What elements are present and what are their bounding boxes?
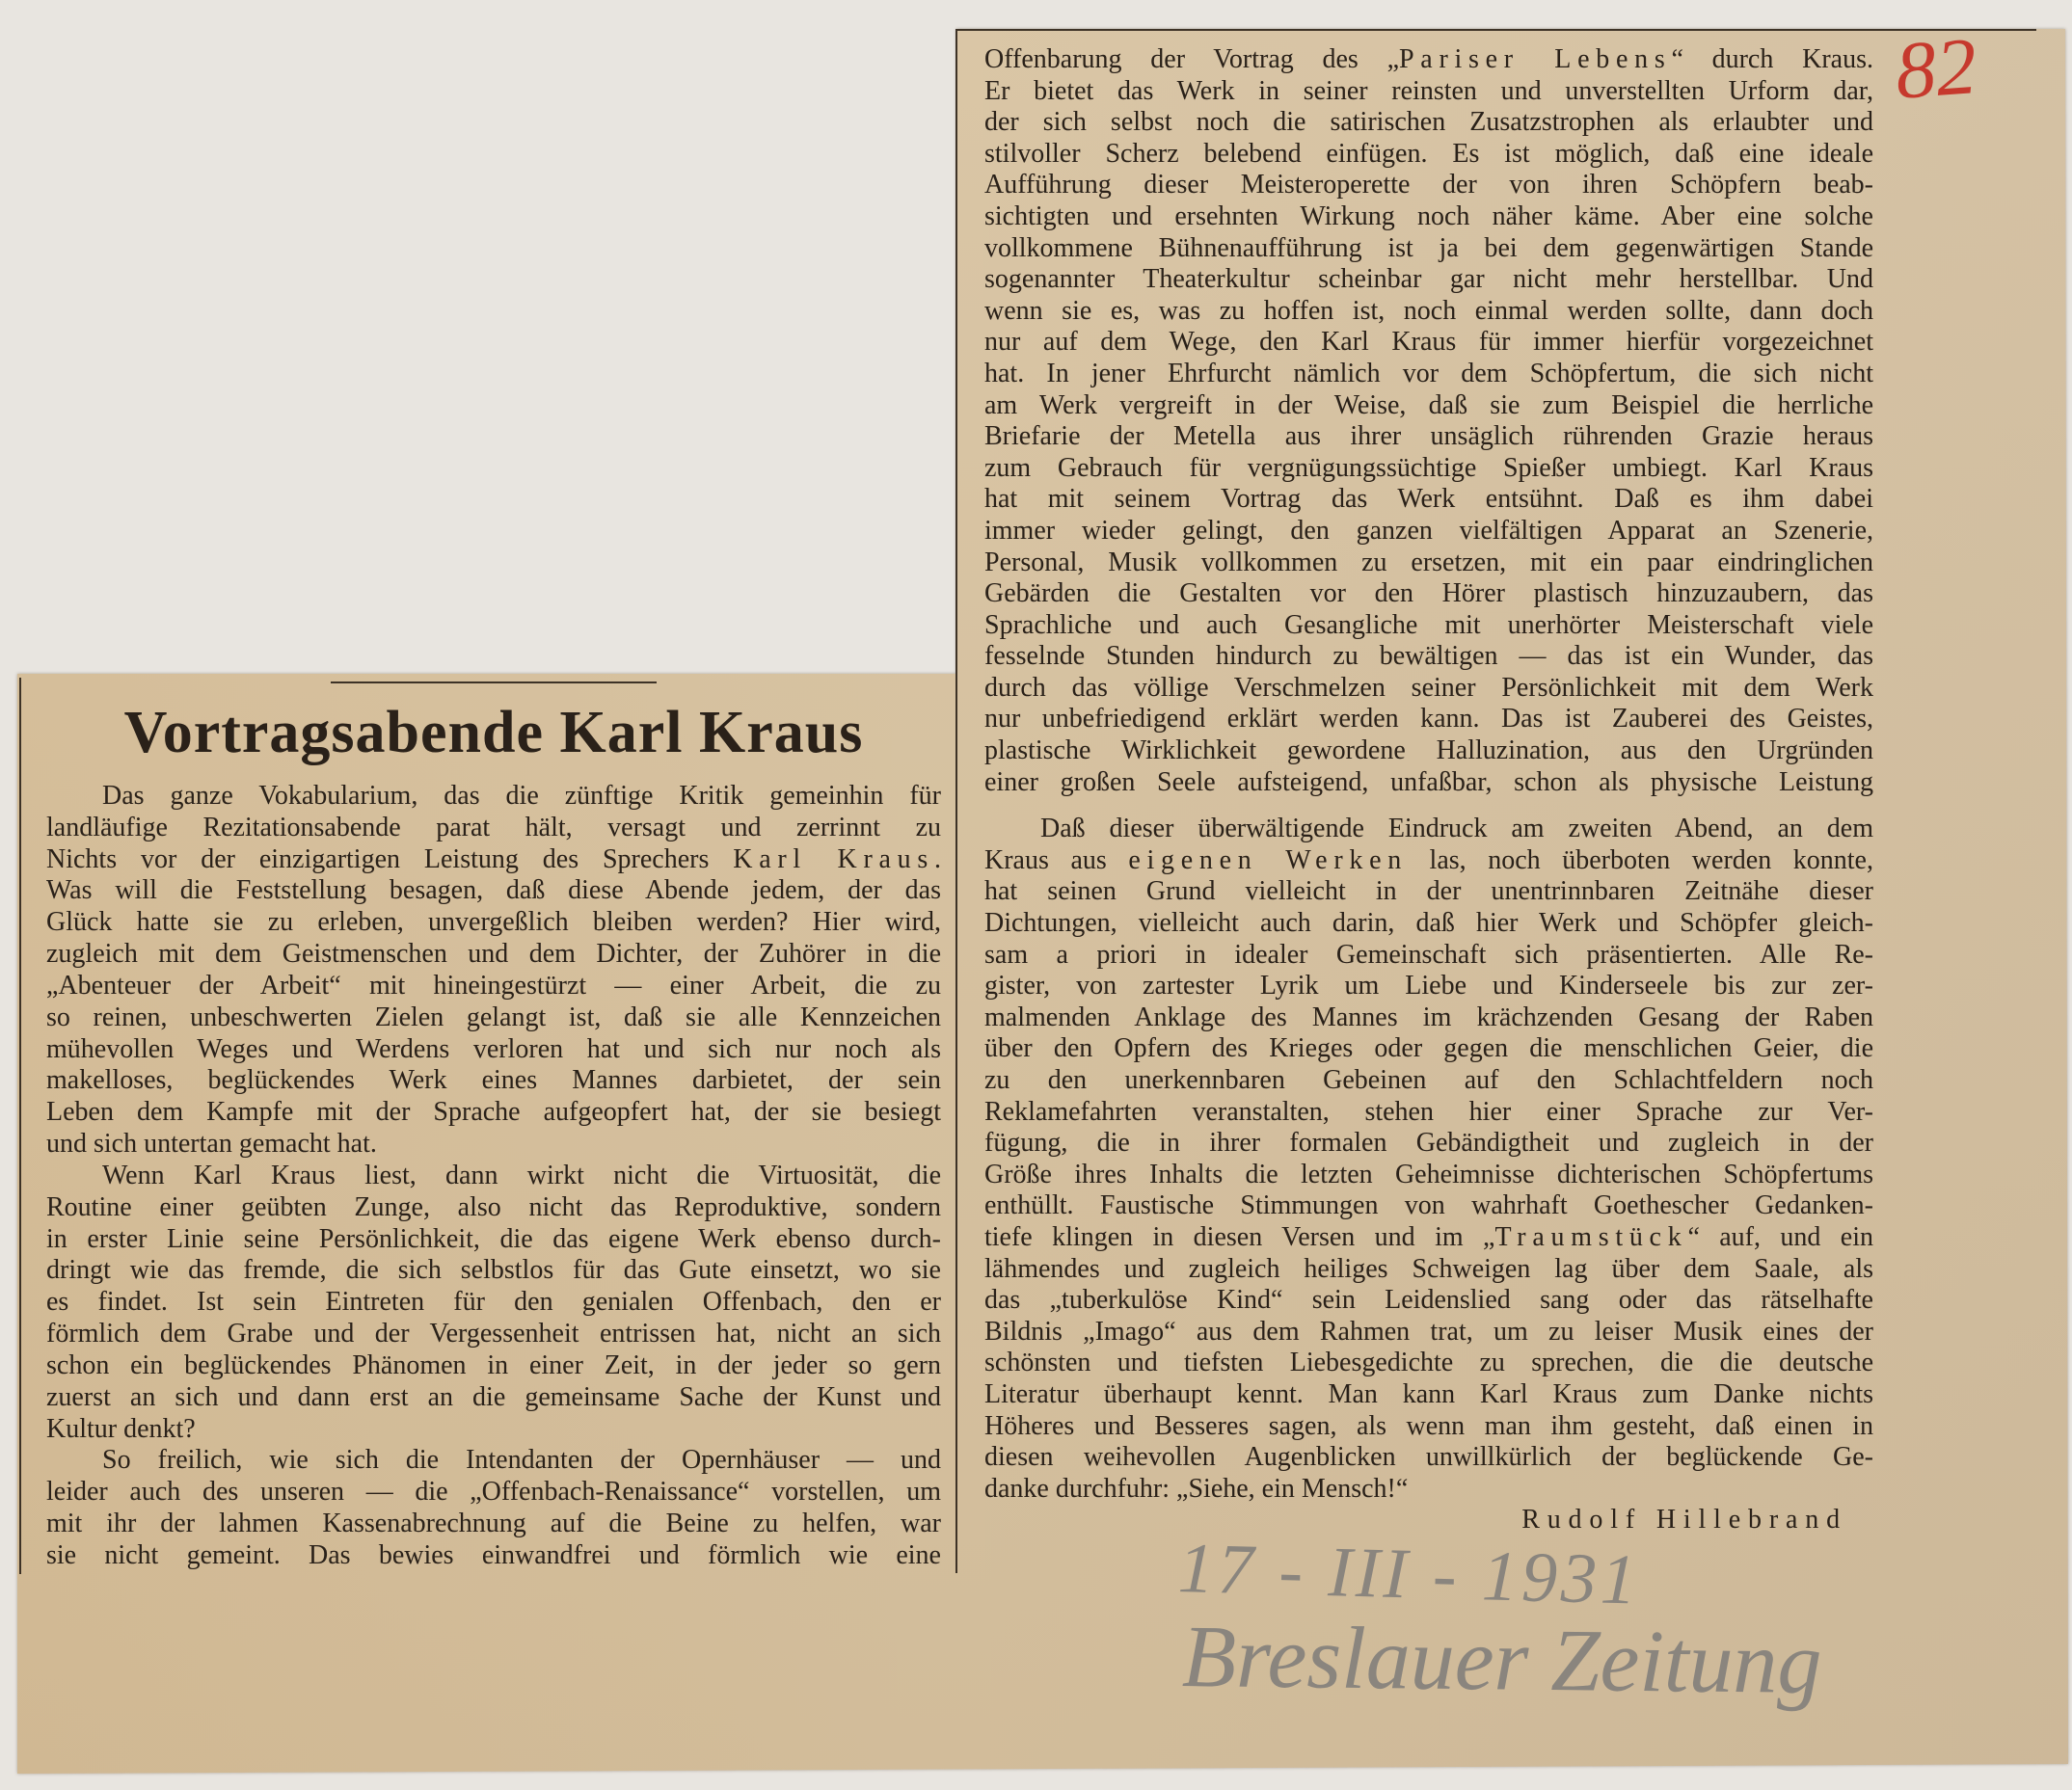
right-column-line: Er bietet das Werk in seiner reinsten und unverstellten Urform dar,: [984, 75, 1873, 106]
right-column-line: plastische Wirklichkeit gewordene Halluzination, aus den Urgründen: [984, 735, 1873, 766]
left-column-line: So freilich, wie sich die Intendanten der Opernhäuser — und: [102, 1445, 941, 1476]
right-column: [984, 44, 1873, 1536]
spaced-text: Traumstück: [1494, 1221, 1688, 1252]
left-column: [46, 781, 941, 1572]
top-border-rule: [956, 29, 2036, 31]
left-column-line: zugleich mit dem Geistmenschen und dem Dichter, der Zuhörer in die: [46, 939, 941, 970]
left-column-line: so reinen, unbeschwerten Zielen gelangt ist, daß sie alle Kennzeichen: [46, 1002, 941, 1032]
right-column-line: Größe ihres Inhalts die letzten Geheimnisse dichterischen Schöpfertums: [984, 1159, 1873, 1189]
left-column-line: förmlich dem Grabe und der Vergessenheit entrissen hat, nicht an sich: [46, 1319, 941, 1349]
right-column-line: malmenden Anklage des Mannes im krächzenden Gesang der Raben: [984, 1002, 1873, 1032]
left-column-line: in erster Linie seine Persönlichkeit, die das eigene Werk ebenso durch-: [46, 1223, 941, 1254]
right-column-line: einer großen Seele aufsteigend, unfaßbar, schon als physische Leistung: [984, 766, 1873, 797]
line-segment: “ auf, und ein: [1687, 1221, 1874, 1252]
right-column-line: schönsten und tiefsten Liebesgedichte zu sprechen, die die deutsche: [984, 1348, 1873, 1378]
line-segment: Kraus aus: [984, 844, 1129, 875]
right-column-line: Daß dieser überwältigende Eindruck am zweiten Abend, an dem: [1040, 814, 1873, 844]
right-column-line: Höheres und Besseres sagen, als wenn man ihm gesteht, daß einen in: [984, 1410, 1873, 1441]
left-column-line: Wenn Karl Kraus liest, dann wirkt nicht die Virtuosität, die: [102, 1160, 941, 1190]
right-column-line: durch das völlige Verschmelzen seiner Persönlichkeit mit dem Werk: [984, 672, 1873, 703]
author-signature: Rudolf Hillebrand: [1521, 1505, 1847, 1536]
right-column-line: [984, 1222, 1873, 1254]
spaced-text: Pariser Lebens: [1399, 44, 1672, 74]
right-column-line: nur unbefriedigend erklärt werden kann. Das ist Zauberei des Geistes,: [984, 704, 1873, 735]
left-column-line: Was will die Feststellung besagen, daß diese Abende jedem, der das: [46, 875, 941, 906]
right-column-line: Briefarie der Metella aus ihrer unsäglich rührenden Grazie heraus: [984, 421, 1873, 452]
spaced-text: eigenen Werken: [1128, 844, 1408, 875]
right-column-line: sogenannter Theaterkultur scheinbar gar nicht mehr herstellbar. Und: [984, 264, 1873, 295]
right-column-line: lähmendes und zugleich heiliges Schweigen lag über dem Saale, als: [984, 1253, 1873, 1284]
handwritten-source-name: Breslauer Zeitung: [1181, 1607, 1823, 1712]
right-column-line: über den Opfern des Krieges oder gegen die menschlichen Geier, die: [984, 1033, 1873, 1064]
right-column-line: Literatur überhaupt kennt. Man kann Karl Kraus zum Danke nichts: [984, 1378, 1873, 1409]
right-column-line: sichtigten und ersehnten Wirkung noch näher käme. Aber eine solche: [984, 200, 1873, 231]
right-column-line: hat mit seinem Vortrag das Werk entsühnt. Daß es ihm dabei: [984, 484, 1873, 515]
spaced-text: Karl Kraus: [733, 843, 934, 874]
left-column-line: landläufige Rezitationsabende parat hält, versagt und zerrinnt zu: [46, 812, 941, 842]
line-segment: .: [934, 843, 941, 874]
right-column-line: fügung, die in ihrer formalen Gebändigtheit und zugleich in der: [984, 1128, 1873, 1159]
right-column-line: immer wieder gelingt, den ganzen vielfältigen Apparat an Szenerie,: [984, 515, 1873, 546]
right-column-line: hat. In jener Ehrfurcht nämlich vor dem Schöpfertum, die sich nicht: [984, 358, 1873, 388]
right-column-line: Aufführung dieser Meisteroperette der von ihren Schöpfern beab-: [984, 170, 1873, 200]
left-column-line: Glück hatte sie zu erleben, unvergeßlich bleiben werden? Hier wird,: [46, 907, 941, 938]
left-column-line: makelloses, beglückendes Werk eines Mannes darbietet, der sein: [46, 1065, 941, 1096]
right-column-line: Bildnis „Imago“ aus dem Rahmen trat, um zu leiser Musik eines der: [984, 1316, 1873, 1347]
right-column-line: Dichtungen, vielleicht auch darin, daß hier Werk und Schöpfer gleich-: [984, 908, 1873, 939]
left-column-line: schon ein beglückendes Phänomen in einer Zeit, in der jeder so gern: [46, 1349, 941, 1380]
right-column-line: fesselnde Stunden hindurch zu bewältigen — das ist ein Wunder, das: [984, 641, 1873, 672]
right-column-line: [984, 845, 1873, 877]
left-column-line: mit ihr der lahmen Kassenabrechnung auf die Beine zu helfen, war: [46, 1509, 941, 1539]
left-column-line: [46, 844, 941, 876]
left-column-line: sie nicht gemeint. Das bewies einwandfrei und förmlich wie eine: [46, 1539, 941, 1570]
left-border-rule: [19, 678, 21, 1574]
right-column-line: das „tuberkulöse Kind“ sein Leidenslied sang oder das rätselhafte: [984, 1285, 1873, 1316]
left-column-line: Leben dem Kampfe mit der Sprache aufgeopfert hat, der sie besiegt: [46, 1097, 941, 1128]
line-segment: las, noch überboten werden konnte,: [1407, 844, 1873, 875]
left-column-line: dringt wie das fremde, die sich selbstlos für das Gute einsetzt, wo sie: [46, 1255, 941, 1286]
right-column-line: sam a priori in idealer Gemeinschaft sich präsentierten. Alle Re-: [984, 939, 1873, 970]
right-column-line: am Werk vergreift in der Weise, daß sie zum Beispiel die herrliche: [984, 389, 1873, 420]
column-divider-rule: [955, 29, 957, 1573]
line-segment: “ durch Kraus.: [1671, 44, 1873, 74]
left-column-line: zuerst an sich und dann erst an die gemeinsame Sache der Kunst und: [46, 1381, 941, 1412]
article-title: Vortragsabende Karl Kraus: [123, 700, 864, 765]
right-column-line: diesen weihevollen Augenblicken unwillkürlich der beglückende Ge-: [984, 1442, 1873, 1473]
right-column-line: der sich selbst noch die satirischen Zusatzstrophen als erlaubter und: [984, 107, 1873, 138]
left-column-line: Kultur denkt?: [46, 1413, 196, 1444]
left-column-line: „Abenteuer der Arbeit“ mit hineingestürzt — einer Arbeit, die zu: [46, 970, 941, 1001]
left-column-line: leider auch des unseren — die „Offenbach-Renaissance“ vorstellen, um: [46, 1477, 941, 1508]
right-column-line: Gebärden die Gestalten vor den Hörer plastisch hinzuzaubern, das: [984, 578, 1873, 609]
left-column-line: Routine einer geübten Zunge, also nicht das Reproduktive, sondern: [46, 1191, 941, 1222]
right-column-line: gister, von zartester Lyrik um Liebe und Kinderseele bis zur zer-: [984, 971, 1873, 1002]
left-column-line: und sich untertan gemacht hat.: [46, 1129, 377, 1160]
handwritten-page-number: 82: [1892, 21, 1980, 117]
right-column-line: enthüllt. Faustische Stimmungen von wahrhaft Goethescher Gedanken-: [984, 1190, 1873, 1221]
handwritten-date: 17 - III - 1931: [1176, 1529, 1642, 1620]
right-column-line: Personal, Musik vollkommen zu ersetzen, mit ein paar eindringlichen: [984, 547, 1873, 577]
left-column-line: Das ganze Vokabularium, das die zünftige Kritik gemeinhin für: [102, 781, 941, 811]
right-column-line: Sprachliche und auch Gesangliche mit unerhörter Meisterschaft viele: [984, 609, 1873, 640]
left-column-line: es findet. Ist sein Eintreten für den genialen Offenbach, den er: [46, 1287, 941, 1318]
right-column-line: [984, 44, 1873, 76]
line-segment: Offenbarung der Vortrag des „: [984, 44, 1399, 74]
line-segment: Nichts vor der einzigartigen Leistung des Sprechers: [46, 843, 734, 874]
right-column-line: Reklamefahrten veranstalten, stehen hier einer Sprache zur Ver-: [984, 1096, 1873, 1127]
right-column-line: danke durchfuhr: „Siehe, ein Mensch!“: [984, 1473, 1409, 1504]
title-rule: [331, 681, 657, 683]
left-column-line: mühevollen Weges und Werdens verloren hat und sich nur noch als: [46, 1033, 941, 1064]
right-column-line: stilvoller Scherz belebend einfügen. Es ist möglich, daß eine ideale: [984, 138, 1873, 169]
right-column-line: nur auf dem Wege, den Karl Kraus für immer hierfür vorgezeichnet: [984, 327, 1873, 358]
right-column-line: zu den unerkennbaren Gebeinen auf den Schlachtfeldern noch: [984, 1065, 1873, 1095]
right-column-line: zum Gebrauch für vergnügungssüchtige Spießer umbiegt. Karl Kraus: [984, 452, 1873, 483]
right-column-line: wenn sie es, was zu hoffen ist, noch einmal werden sollte, dann doch: [984, 295, 1873, 326]
right-column-line: vollkommene Bühnenaufführung ist ja bei dem gegenwärtigen Stande: [984, 232, 1873, 263]
line-segment: tiefe klingen in diesen Versen und im „: [984, 1221, 1495, 1252]
right-column-line: hat seinen Grund vielleicht in der unentrinnbaren Zeitnähe dieser: [984, 876, 1873, 907]
